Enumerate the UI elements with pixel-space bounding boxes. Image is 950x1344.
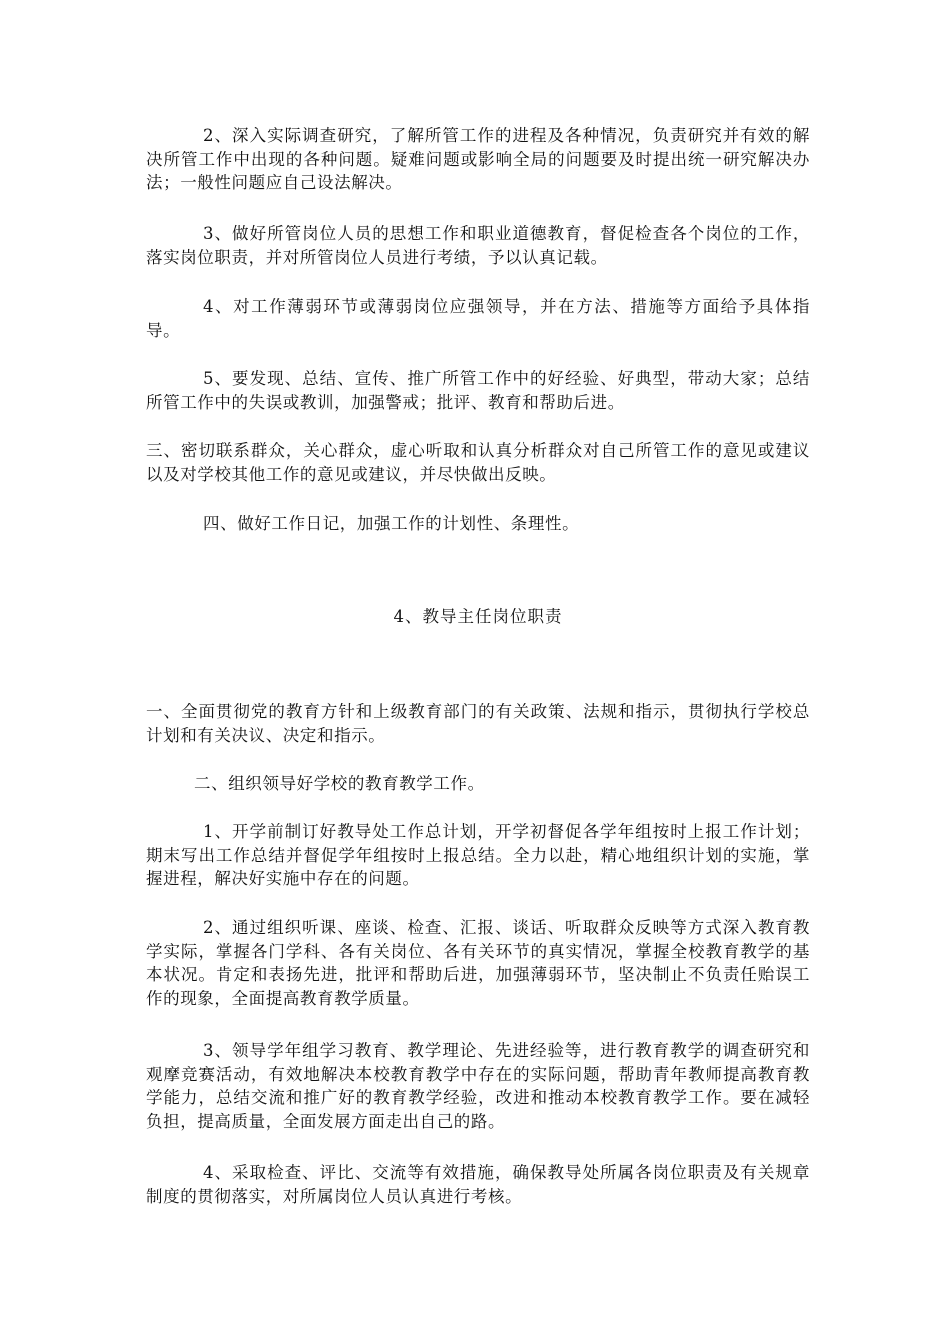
- paragraph-section-4: 四、做好工作日记，加强工作的计划性、条理性。: [203, 514, 580, 533]
- paragraph-item-3: 3、做好所管岗位人员的思想工作和职业道德教育，督促检查各个岗位的工作，落实岗位职责，并对所管岗位人员进行考绩，予以认真记载。: [146, 224, 810, 267]
- paragraph-section-2: 二、组织领导好学校的教育教学工作。: [194, 774, 485, 793]
- paragraph-duty-3: 3、领导学年组学习教育、教学理论、先进经验等，进行教育教学的调查研究和观摩竞赛活动，有效地解决本校教育教学中存在的实际问题，帮助青年教师提高教育教学能力，总结交流和推广好的教育教学经验，改进和推动本校教育教学工作。要在减轻负担，提高质量，全面发展方面走出自己的路。: [146, 1041, 810, 1131]
- paragraph-section-3: 三、密切联系群众，关心群众，虚心听取和认真分析群众对自己所管工作的意见或建议以及对学校其他工作的意见或建议，并尽快做出反映。: [146, 441, 810, 484]
- paragraph-duty-2: 2、通过组织听课、座谈、检查、汇报、谈话、听取群众反映等方式深入教育教学实际，掌握各门学科、各有关岗位、各有关环节的真实情况，掌握全校教育教学的基本状况。肯定和表扬先进，批评和帮助后进，加强薄弱环节，坚决制止不负责任贻误工作的现象，全面提高教育教学质量。: [146, 918, 810, 1008]
- paragraph-item-4: 4、对工作薄弱环节或薄弱岗位应强领导，并在方法、措施等方面给予具体指导。: [146, 297, 810, 340]
- paragraph-duty-4: 4、采取检查、评比、交流等有效措施，确保教导处所属各岗位职责及有关规章制度的贯彻落实，对所属岗位人员认真进行考核。: [146, 1163, 810, 1206]
- paragraph-duty-1: 1、开学前制订好教导处工作总计划，开学初督促各学年组按时上报工作计划；期末写出工作总结并督促学年组按时上报总结。全力以赴，精心地组织计划的实施，掌握进程，解决好实施中存在的问题。: [146, 822, 810, 888]
- paragraph-item-2: 2、深入实际调查研究，了解所管工作的进程及各种情况，负责研究并有效的解决所管工作中出现的各种问题。疑难问题或影响全局的问题要及时提出统一研究解决办法；一般性问题应自己设法解决。: [146, 126, 810, 192]
- paragraph-section-1: 一、全面贯彻党的教育方针和上级教育部门的有关政策、法规和指示，贯彻执行学校总计划和有关决议、决定和指示。: [146, 702, 810, 745]
- paragraph-item-5: 5、要发现、总结、宣传、推广所管工作中的好经验、好典型，带动大家；总结所管工作中的失误或教训，加强警戒；批评、教育和帮助后进。: [146, 369, 810, 412]
- section-title: 4、教导主任岗位职责: [393, 607, 563, 626]
